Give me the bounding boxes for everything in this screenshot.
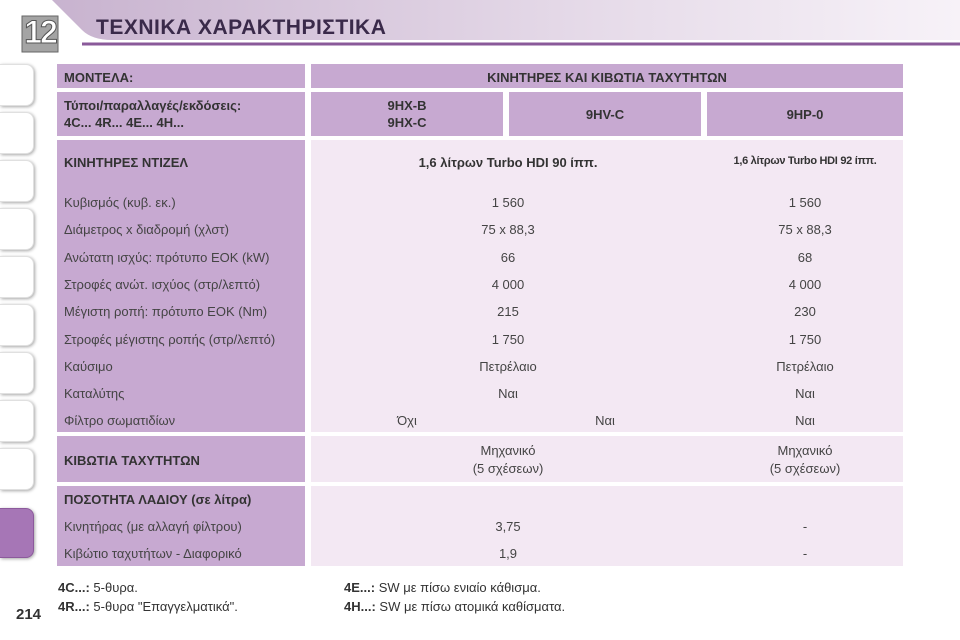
side-tab-5[interactable] <box>0 256 34 298</box>
oil-section-label: ΠΟΣΟΤΗΤΑ ΛΑΔΙΟΥ (σε λίτρα) <box>64 492 252 507</box>
spec-row-value-92: Ναι <box>795 386 815 401</box>
spec-row-value-90: 66 <box>500 250 516 265</box>
side-tab-9[interactable] <box>0 448 34 490</box>
oil-engine-label: Κινητήρας (με αλλαγή φίλτρου) <box>64 519 242 534</box>
spec-row-value-92: Πετρέλαιο <box>776 359 834 374</box>
spec-row-value-92: 68 <box>797 250 813 265</box>
side-tab-12-active[interactable] <box>0 508 34 558</box>
filter-label: Φίλτρο σωματιδίων <box>64 413 176 428</box>
spec-row-value-92: 1 750 <box>788 332 822 347</box>
footnote-4c-key: 4C...: <box>58 580 90 595</box>
gearbox-90-line2: (5 σχέσεων) <box>472 461 544 476</box>
spec-row-label: Στροφές ανώτ. ισχύος (στρ/λεπτό) <box>64 277 261 292</box>
spec-row-value-90: 215 <box>497 304 519 319</box>
spec-row-value-90: 75 x 88,3 <box>481 222 535 237</box>
side-tab-3[interactable] <box>0 160 34 202</box>
gearbox-90-line1: Μηχανικό <box>480 443 536 458</box>
col2-label: 9HV-C <box>585 107 625 122</box>
gearbox-92-line2: (5 σχέσεων) <box>769 461 841 476</box>
side-tab-7[interactable] <box>0 352 34 394</box>
oil-gearbox-label: Κιβώτιο ταχυτήτων - Διαφορικό <box>64 546 242 561</box>
chapter-number: 12 <box>24 14 56 50</box>
side-tab-6[interactable] <box>0 304 34 346</box>
side-tab-4[interactable] <box>0 208 34 250</box>
oil-gearbox-92: - <box>802 546 808 561</box>
types-label-line2: 4C... 4R... 4E... 4H... <box>64 115 184 130</box>
col1-line1: 9HX-B <box>387 98 427 113</box>
spec-row-value-90: 4 000 <box>491 277 525 292</box>
footnotes-left <box>58 578 238 616</box>
diesel-section-label: ΚΙΝΗΤΗΡΕΣ ΝΤΙΖΕΛ <box>64 155 189 170</box>
footnote-4c-value: 5-θυρα. <box>93 580 138 595</box>
footnote-4r-key: 4R...: <box>58 599 90 614</box>
spec-row-label: Στροφές μέγιστης ροπής (στρ/λεπτό) <box>64 332 276 347</box>
engine-90-label: 1,6 λίτρων Turbo HDI 90 ίππ. <box>418 155 598 170</box>
side-tab-2[interactable] <box>0 112 34 154</box>
spec-row-label: Διάμετρος x διαδρομή (χλστ) <box>64 222 229 237</box>
oil-engine-92: - <box>802 519 808 534</box>
spec-row-value-92: 75 x 88,3 <box>778 222 832 237</box>
spec-row-value-90: Πετρέλαιο <box>479 359 537 374</box>
oil-gearbox-90: 1,9 <box>498 546 518 561</box>
gearbox-label: ΚΙΒΩΤΙΑ ΤΑΧΥΤΗΤΩΝ <box>64 453 200 468</box>
types-label-line1: Τύποι/παραλλαγές/εκδόσεις: <box>64 98 242 113</box>
gearbox-92-line1: Μηχανικό <box>777 443 833 458</box>
footnote-4e-key: 4E...: <box>344 580 376 595</box>
side-tab-1[interactable] <box>0 64 34 106</box>
filter-9hx-value: Όχι <box>397 413 417 428</box>
spec-row-value-90: 1 750 <box>491 332 525 347</box>
spec-row-value-92: 230 <box>794 304 816 319</box>
filter-9hv-value: Ναι <box>595 413 615 428</box>
footnote-4h-key: 4H...: <box>344 599 376 614</box>
oil-engine-90: 3,75 <box>495 519 521 534</box>
footnote-4e-value: SW με πίσω ενιαίο κάθισμα. <box>378 580 541 595</box>
spec-row-label: Καταλύτης <box>64 386 125 401</box>
page-number: 214 <box>16 606 42 623</box>
side-tab-8[interactable] <box>0 400 34 442</box>
spec-row-label: Μέγιστη ροπή: πρότυπο ΕΟΚ (Nm) <box>64 304 268 319</box>
footnotes-right <box>344 578 565 616</box>
filter-9hp-value: Ναι <box>795 413 815 428</box>
col3-label: 9HP-0 <box>786 107 824 122</box>
spec-row-label: Ανώτατη ισχύς: πρότυπο ΕΟΚ (kW) <box>64 250 270 265</box>
spec-row-value-90: 1 560 <box>491 195 525 210</box>
footnote-4h-value: SW με πίσω ατομικά καθίσματα. <box>379 599 566 614</box>
spec-row-value-90: Ναι <box>498 386 518 401</box>
models-label: ΜΟΝΤΕΛΑ: <box>64 70 134 85</box>
engine-92-label: 1,6 λίτρων Turbo HDI 92 ίππ. <box>733 155 877 167</box>
spec-row-value-92: 1 560 <box>788 195 822 210</box>
page-title: ΤΕΧΝΙΚΑ ΧΑΡΑΚΤΗΡΙΣΤΙΚΑ <box>96 16 387 39</box>
col1-line2: 9HX-C <box>387 115 427 130</box>
spec-row-value-92: 4 000 <box>788 277 822 292</box>
spec-row-label: Κυβισμός (κυβ. εκ.) <box>64 195 176 210</box>
spec-row-label: Καύσιμο <box>64 359 113 374</box>
engines-gearbox-label: ΚΙΝΗΤΗΡΕΣ ΚΑΙ ΚΙΒΩΤΙΑ ΤΑΧΥΤΗΤΩΝ <box>487 70 727 85</box>
footnote-4r-value: 5-θυρα "Επαγγελματικά". <box>93 599 238 614</box>
